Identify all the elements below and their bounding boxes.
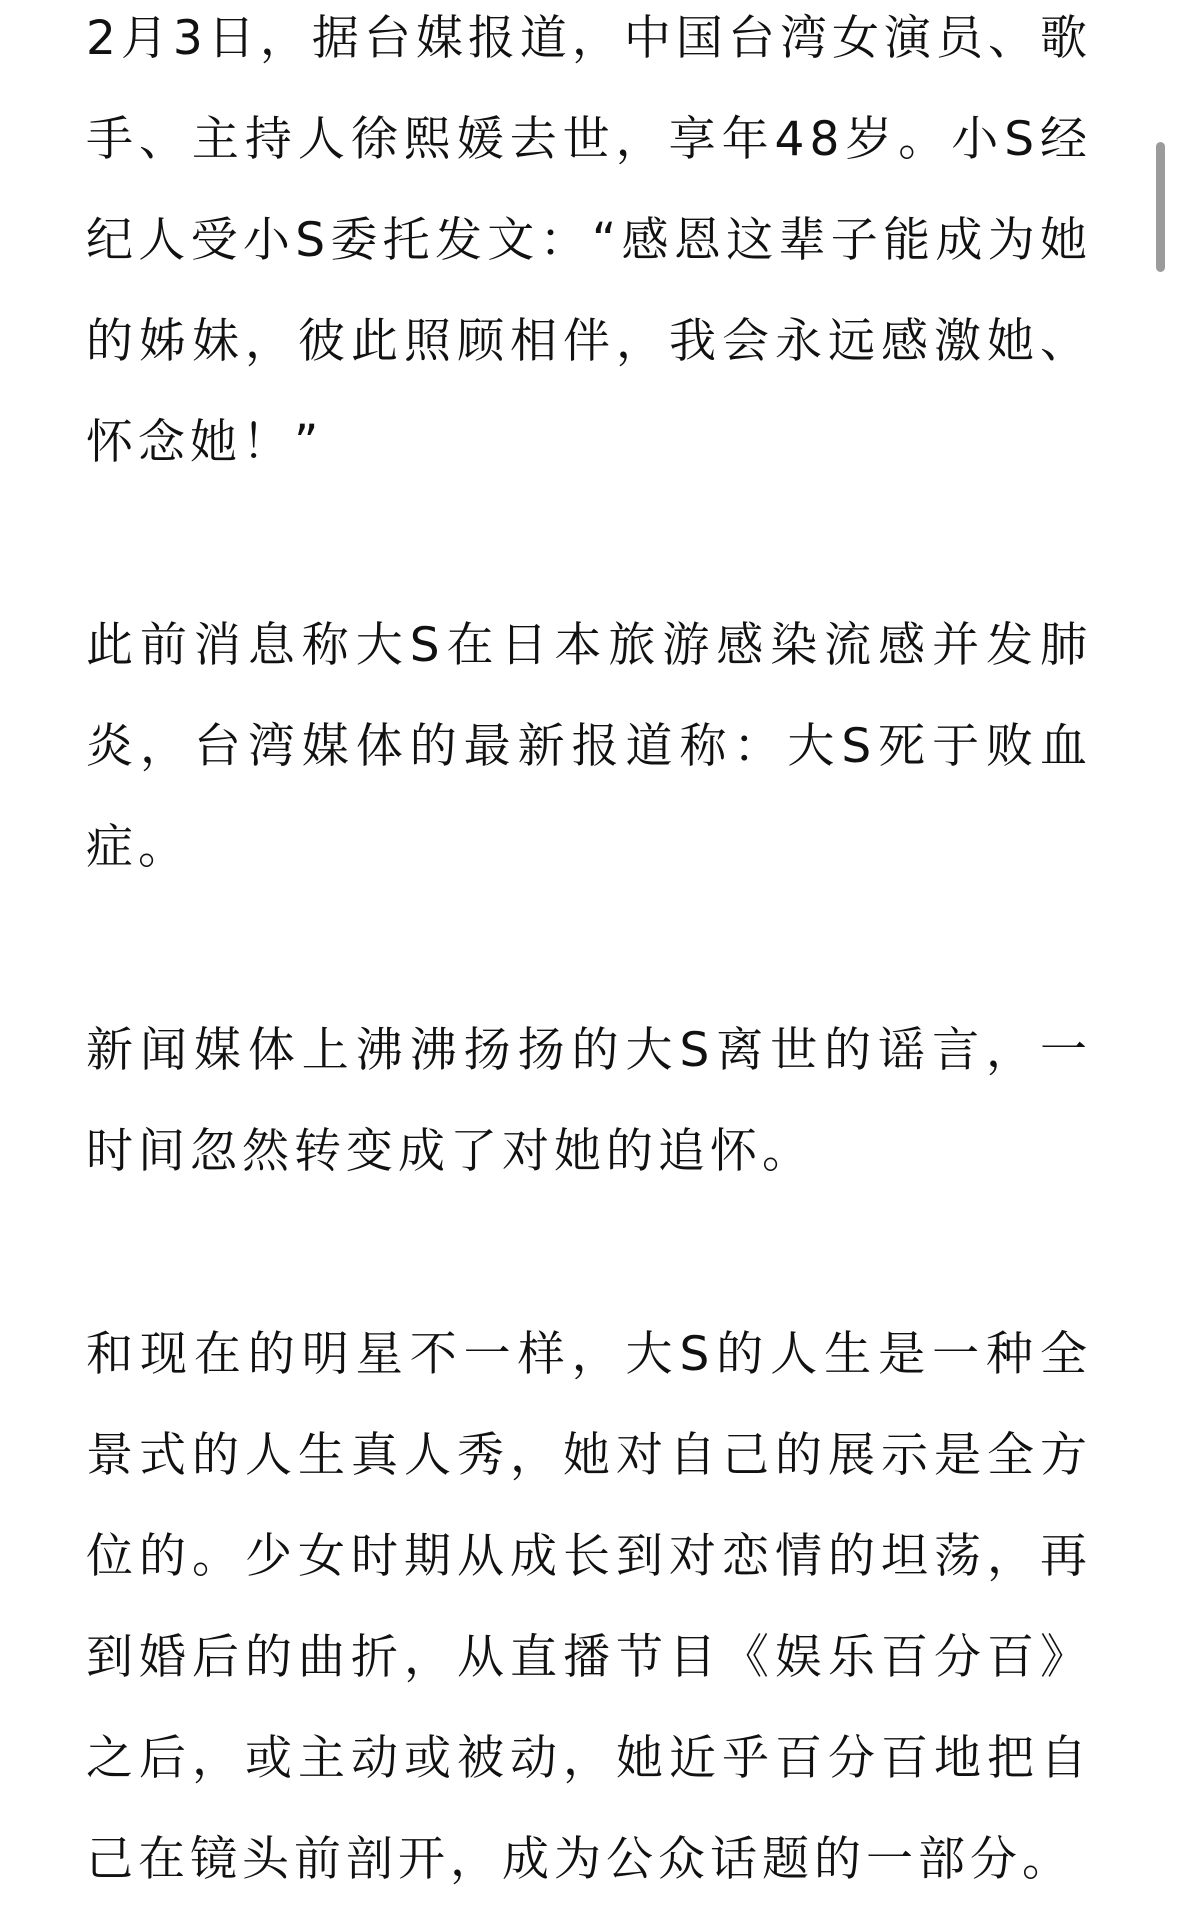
article-paragraph: 2月3日，据台媒报道，中国台湾女演员、歌手、主持人徐熙媛去世，享年48岁。小S经纪人受小S委托发文：“感恩这辈子能成为她的姊妹，彼此照顾相伴，我会永远感激她、怀念她！” xyxy=(86,11,1092,470)
article-paragraph: 和现在的明星不一样，大S的人生是一种全景式的人生真人秀，她对自己的展示是全方位的。少女时期从成长到对恋情的坦荡，再到婚后的曲折，从直播节目《娱乐百分百》之后，或主动或被动，她近乎百分百地把自己在镜头前剖开，成为公众话题的一部分。 xyxy=(86,1327,1092,1887)
article-paragraph: 此前消息称大S在日本旅游感染流感并发肺炎，台湾媒体的最新报道称：大S死于败血症。 xyxy=(86,618,1092,875)
article-body xyxy=(86,0,1092,1910)
vertical-scrollbar[interactable] xyxy=(1156,142,1165,272)
article-paragraph: 新闻媒体上沸沸扬扬的大S离世的谣言，一时间忽然转变成了对她的追怀。 xyxy=(86,1023,1092,1179)
